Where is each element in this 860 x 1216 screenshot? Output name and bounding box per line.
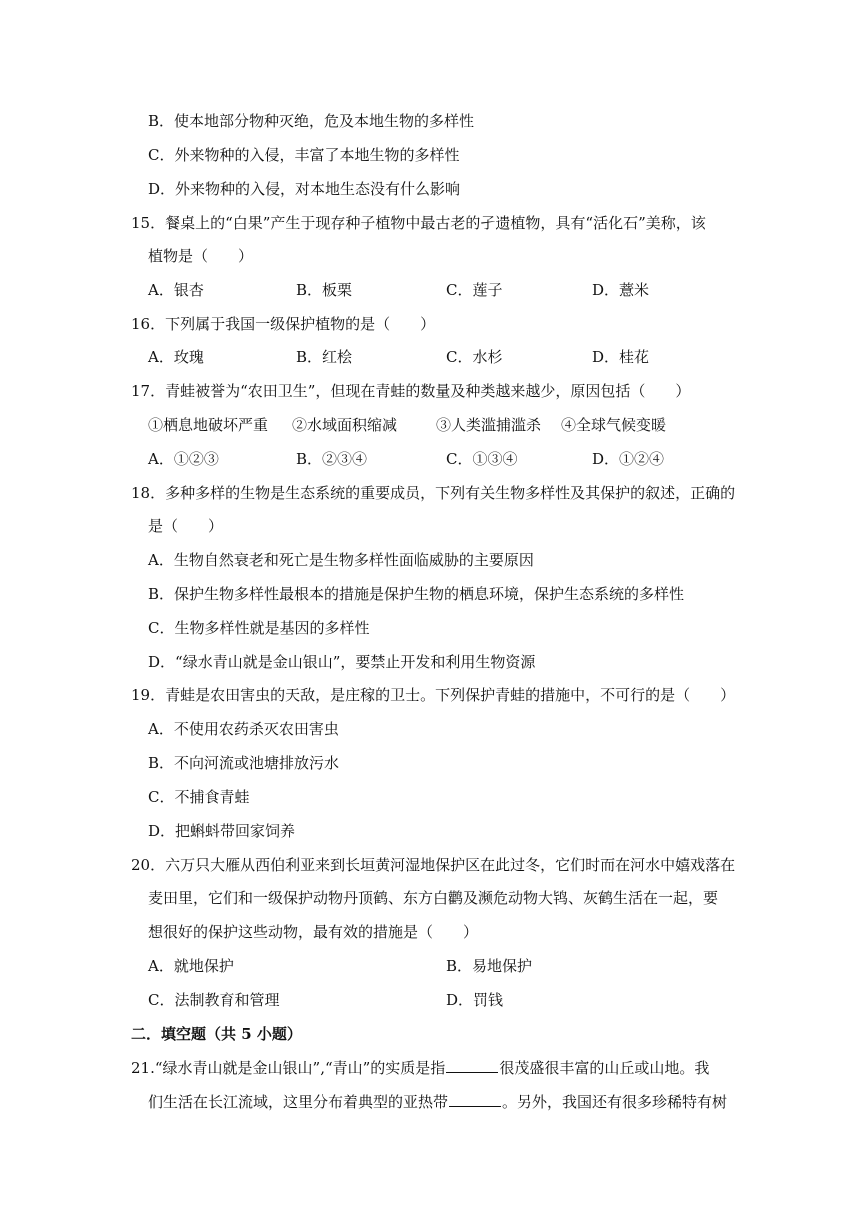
- q19-option-a: A．不使用农药杀灭农田害虫: [148, 720, 339, 738]
- q15-stem-line1: 15．餐桌上的“白果”产生于现存种子植物中最古老的孑遗植物，具有“活化石”美称，该: [131, 214, 706, 232]
- q14-option-d: D．外来物种的入侵，对本地生态没有什么影响: [148, 180, 461, 198]
- q21-line2-part2: 。另外，我国还有很多珍稀特有树: [502, 1093, 728, 1111]
- q17-item-2: ②水域面积缩减: [292, 416, 398, 434]
- q19-option-d: D．把蝌蚪带回家饲养: [148, 822, 296, 840]
- q14-option-c: C．外来物种的入侵，丰富了本地生物的多样性: [148, 146, 460, 164]
- q17-item-3: ③人类滥捕滥杀: [436, 416, 542, 434]
- q17-option-c: C．①③④: [446, 450, 518, 468]
- q18-option-d: D．“绿水青山就是金山银山”，要禁止开发和利用生物资源: [148, 653, 536, 671]
- q16-option-c: C．水杉: [446, 348, 503, 366]
- q15-stem-line2: 植物是（ ）: [148, 247, 254, 265]
- q16-option-d: D．桂花: [592, 348, 650, 366]
- q20-option-c: C．法制教育和管理: [148, 991, 280, 1009]
- q18-stem-line1: 18．多种多样的生物是生态系统的重要成员，下列有关生物多样性及其保护的叙述，正确的: [131, 484, 736, 502]
- q20-option-b: B．易地保护: [446, 957, 533, 975]
- q16-option-a: A．玫瑰: [148, 348, 204, 366]
- q20-option-a: A．就地保护: [148, 957, 234, 975]
- q20-stem-line1: 20．六万只大雁从西伯利亚来到长垣黄河湿地保护区在此过冬，它们时而在河水中嬉戏落在: [131, 856, 736, 874]
- q20-option-d: D．罚钱: [446, 991, 504, 1009]
- q14-option-b: B．使本地部分物种灭绝，危及本地生物的多样性: [148, 112, 475, 130]
- q21-line1-part2: 很茂盛很丰富的山丘或山地。我: [499, 1059, 710, 1077]
- q18-option-b: B．保护生物多样性最根本的措施是保护生物的栖息环境，保护生态系统的多样性: [148, 585, 685, 603]
- q15-option-c: C．莲子: [446, 281, 503, 299]
- q17-option-d: D．①②④: [592, 450, 665, 468]
- q18-stem-line2: 是（ ）: [148, 517, 224, 535]
- q17-item-4: ④全球气候变暖: [561, 416, 667, 434]
- q19-option-c: C．不捕食青蛙: [148, 788, 250, 806]
- q19-option-b: B．不向河流或池塘排放污水: [148, 754, 340, 772]
- q18-option-a: A．生物自然衰老和死亡是生物多样性面临威胁的主要原因: [148, 551, 534, 569]
- q21-line1: [131, 1058, 709, 1078]
- q16-option-b: B．红桧: [296, 348, 353, 366]
- q21-line2: [148, 1092, 727, 1112]
- q15-option-b: B．板栗: [296, 281, 353, 299]
- section-heading-fill-in: 二．填空题（共 5 小题）: [131, 1025, 302, 1043]
- q15-option-d: D．薏米: [592, 281, 650, 299]
- q17-stem: 17．青蛙被誉为“农田卫生”，但现在青蛙的数量及种类越来越少，原因包括（ ）: [131, 382, 691, 400]
- q17-option-b: B．②③④: [296, 450, 368, 468]
- q18-option-c: C．生物多样性就是基因的多样性: [148, 619, 370, 637]
- q20-stem-line3: 想很好的保护这些动物，最有效的措施是（ ）: [148, 923, 479, 941]
- q16-stem: 16．下列属于我国一级保护植物的是（ ）: [131, 315, 436, 333]
- q21-line2-part1: 们生活在长江流域，这里分布着典型的亚热带: [148, 1093, 449, 1111]
- q21-blank-2[interactable]: [449, 1092, 501, 1107]
- q17-item-1: ①栖息地破坏严重: [148, 416, 269, 434]
- q17-option-a: A．①②③: [148, 450, 219, 468]
- q15-option-a: A．银杏: [148, 281, 204, 299]
- q20-stem-line2: 麦田里，它们和一级保护动物丹顶鹤、东方白鹳及濒危动物大鸨、灰鹤生活在一起，要: [148, 889, 719, 907]
- q21-blank-1[interactable]: [446, 1058, 498, 1073]
- q19-stem: 19．青蛙是农田害虫的天敌，是庄稼的卫士。下列保护青蛙的措施中，不可行的是（ ）: [131, 686, 736, 704]
- q21-line1-part1: 21.“绿水青山就是金山银山”,“青山”的实质是指: [131, 1059, 446, 1077]
